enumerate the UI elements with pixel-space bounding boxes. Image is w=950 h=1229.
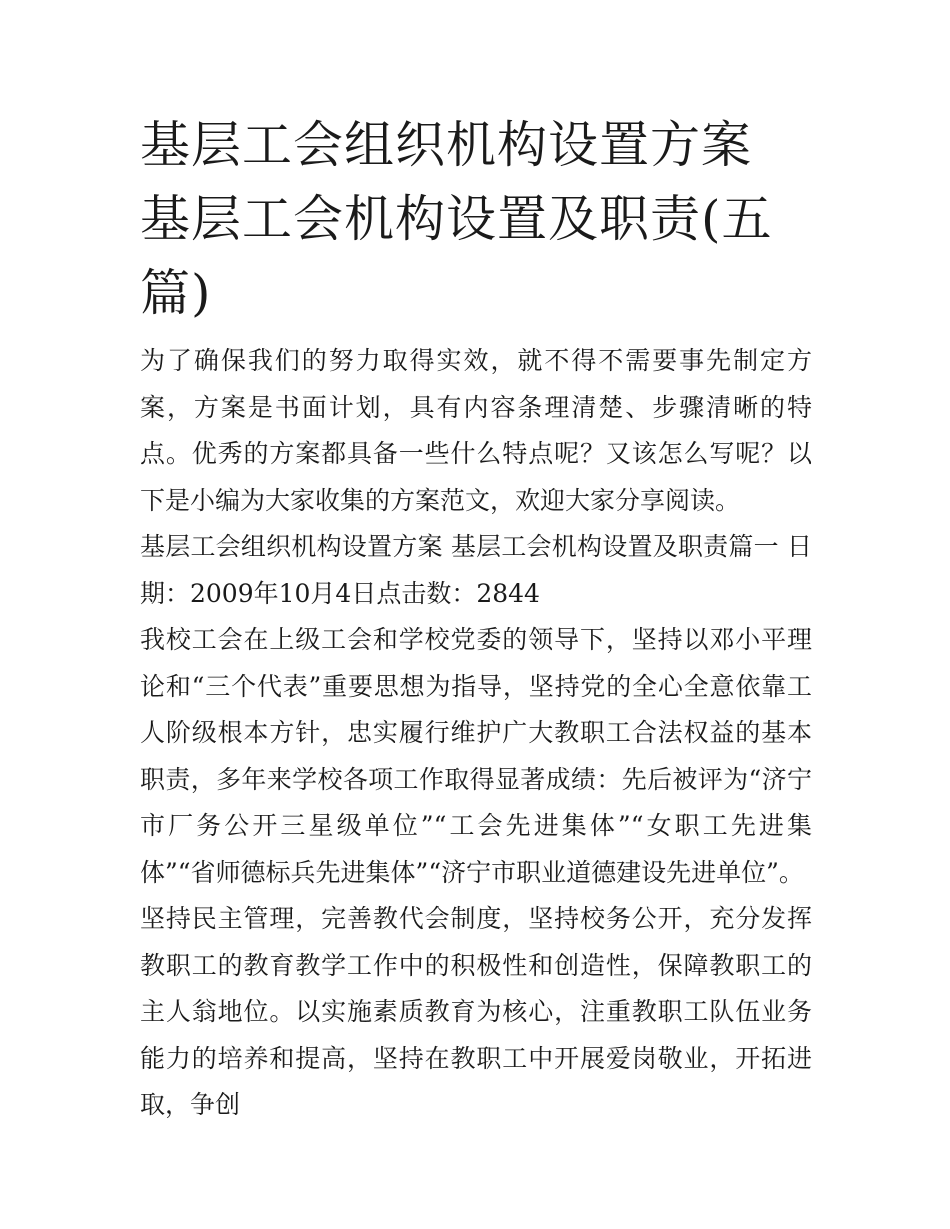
body-paragraph-1: 我校工会在上级工会和学校党委的领导下，坚持以邓小平理论和“三个代表”重要思想为指导，坚持党的全心全意依靠工人阶级根本方针，忠实履行维护广大教职工合法权益的基本职责，多年来学校各项工作取得显著成绩：先后被评为“济宁市厂务公开三星级单位”“工会先进集体”“女职工先进集体”“省师德标兵先进集体”“济宁市职业道德建设先进单位”。 [140,625,812,887]
article-heading-line: 基层工会组织机构设置方案 基层工会机构设置及职责篇一 日期：2009年10月4日点击数：2844 [140,532,812,608]
intro-paragraph: 为了确保我们的努力取得实效，就不得不需要事先制定方案，方案是书面计划，具有内容条理清楚、步骤清晰的特点。优秀的方案都具备一些什么特点呢？又该怎么写呢？以下是小编为大家收集的方案范文，欢迎大家分享阅读。 [140,346,812,515]
document-page [140,108,812,1129]
body-paragraph-2: 坚持民主管理，完善教代会制度，坚持校务公开，充分发挥教职工的教育教学工作中的积极性和创造性，保障教职工的主人翁地位。以实施素质教育为核心，注重教职工队伍业务能力的培养和提高，坚持在教职工中开展爱岗敬业，开拓进取，争创 [140,904,812,1119]
document-title: 基层工会组织机构设置方案 基层工会机构设置及职责(五篇) [140,116,773,322]
